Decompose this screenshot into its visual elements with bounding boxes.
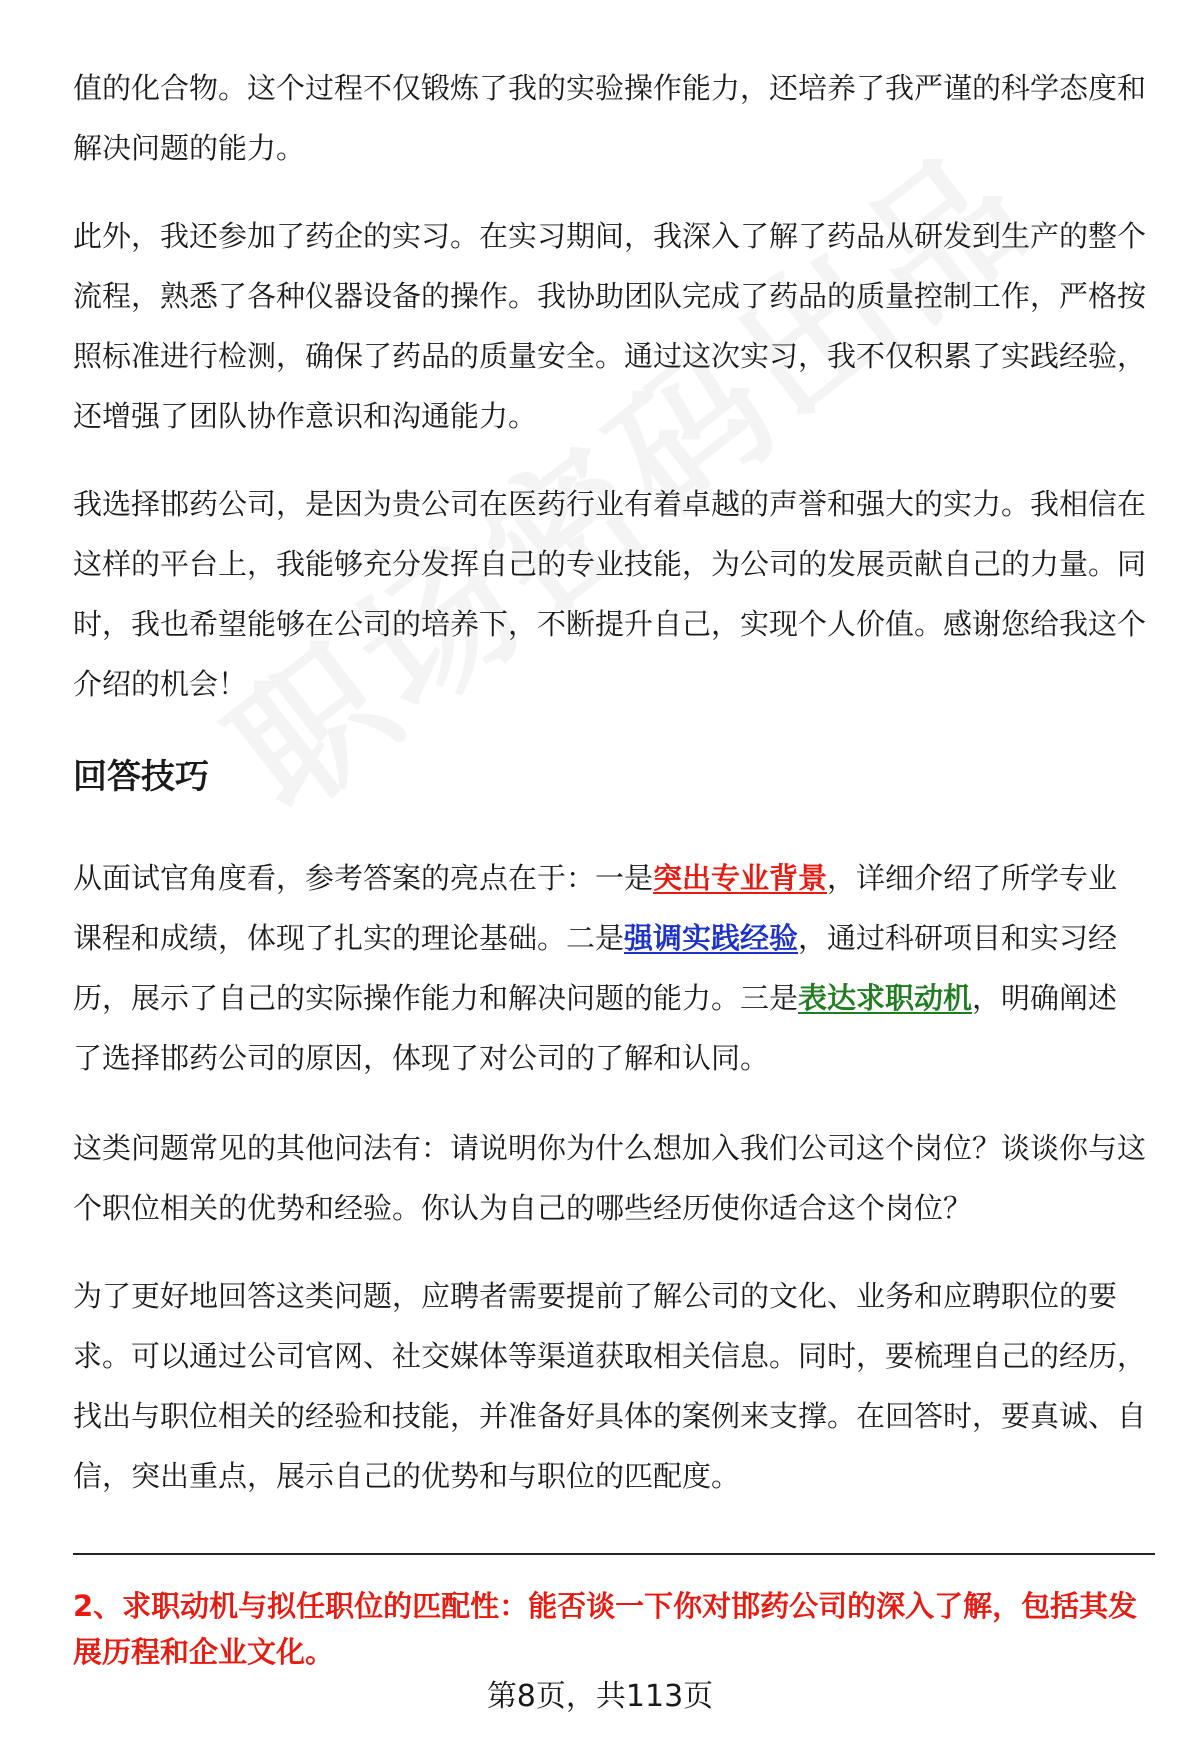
next-question: 2、求职动机与拟任职位的匹配性：能否谈一下你对邯药公司的深入了解，包括其发展历程和企业文化。	[73, 1589, 1138, 1669]
paragraph-analysis	[73, 848, 1146, 1088]
paragraph-other-questions: 这类问题常见的其他问法有：请说明你为什么想加入我们公司这个岗位？谈谈你与这个职位相关的优势和经验。你认为自己的哪些经历使你适合这个岗位？	[73, 1131, 1147, 1225]
paragraph-answer-tips: 为了更好地回答这类问题，应聘者需要提前了解公司的文化、业务和应聘职位的要求。可以通过公司官网、社交媒体等渠道获取相关信息。同时，要梳理自己的经历，找出与职位相关的经验和技能，并准备好具体的案例来支撑。在回答时，要真诚、自信，突出重点，展示自己的优势和与职位的匹配度。	[73, 1279, 1147, 1493]
watermark	[180, 89, 1069, 850]
highlight-job-motivation: 表达求职动机	[798, 981, 973, 1015]
highlight-practical-experience: 强调实践经验	[624, 921, 799, 955]
analysis-text-4: ，明确阐述了选择邯药公司的原因，体现了对公司的了解和认同。	[73, 981, 1118, 1075]
paragraph-lab-experience-end: 值的化合物。这个过程不仅锻炼了我的实验操作能力，还培养了我严谨的科学态度和解决问题的能力。	[73, 71, 1147, 165]
analysis-text-1: 从面试官角度看，参考答案的亮点在于：一是	[73, 861, 654, 895]
analysis-text-2: ，详细介绍了所学专业课程和成绩，体现了扎实的理论基础。二是	[73, 861, 1118, 955]
paragraph-internship: 此外，我还参加了药企的实习。在实习期间，我深入了解了药品从研发到生产的整个流程，熟悉了各种仪器设备的操作。我协助团队完成了药品的质量控制工作，严格按照标准进行检测，确保了药品的质量安全。通过这次实习，我不仅积累了实践经验，还增强了团队协作意识和沟通能力。	[73, 219, 1147, 433]
page-number: 第8页，共113页	[486, 1679, 714, 1714]
analysis-text-3: ，通过科研项目和实习经历，展示了自己的实际操作能力和解决问题的能力。三是	[73, 921, 1118, 1015]
section-heading: 回答技巧	[73, 757, 209, 797]
paragraph-company-choice: 我选择邯药公司，是因为贵公司在医药行业有着卓越的声誉和强大的实力。我相信在这样的平台上，我能够充分发挥自己的专业技能，为公司的发展贡献自己的力量。同时，我也希望能够在公司的培养下，不断提升自己，实现个人价值。感谢您给我这个介绍的机会！	[73, 487, 1147, 701]
highlight-professional-background: 突出专业背景	[653, 861, 828, 895]
section-divider	[73, 1553, 1155, 1555]
